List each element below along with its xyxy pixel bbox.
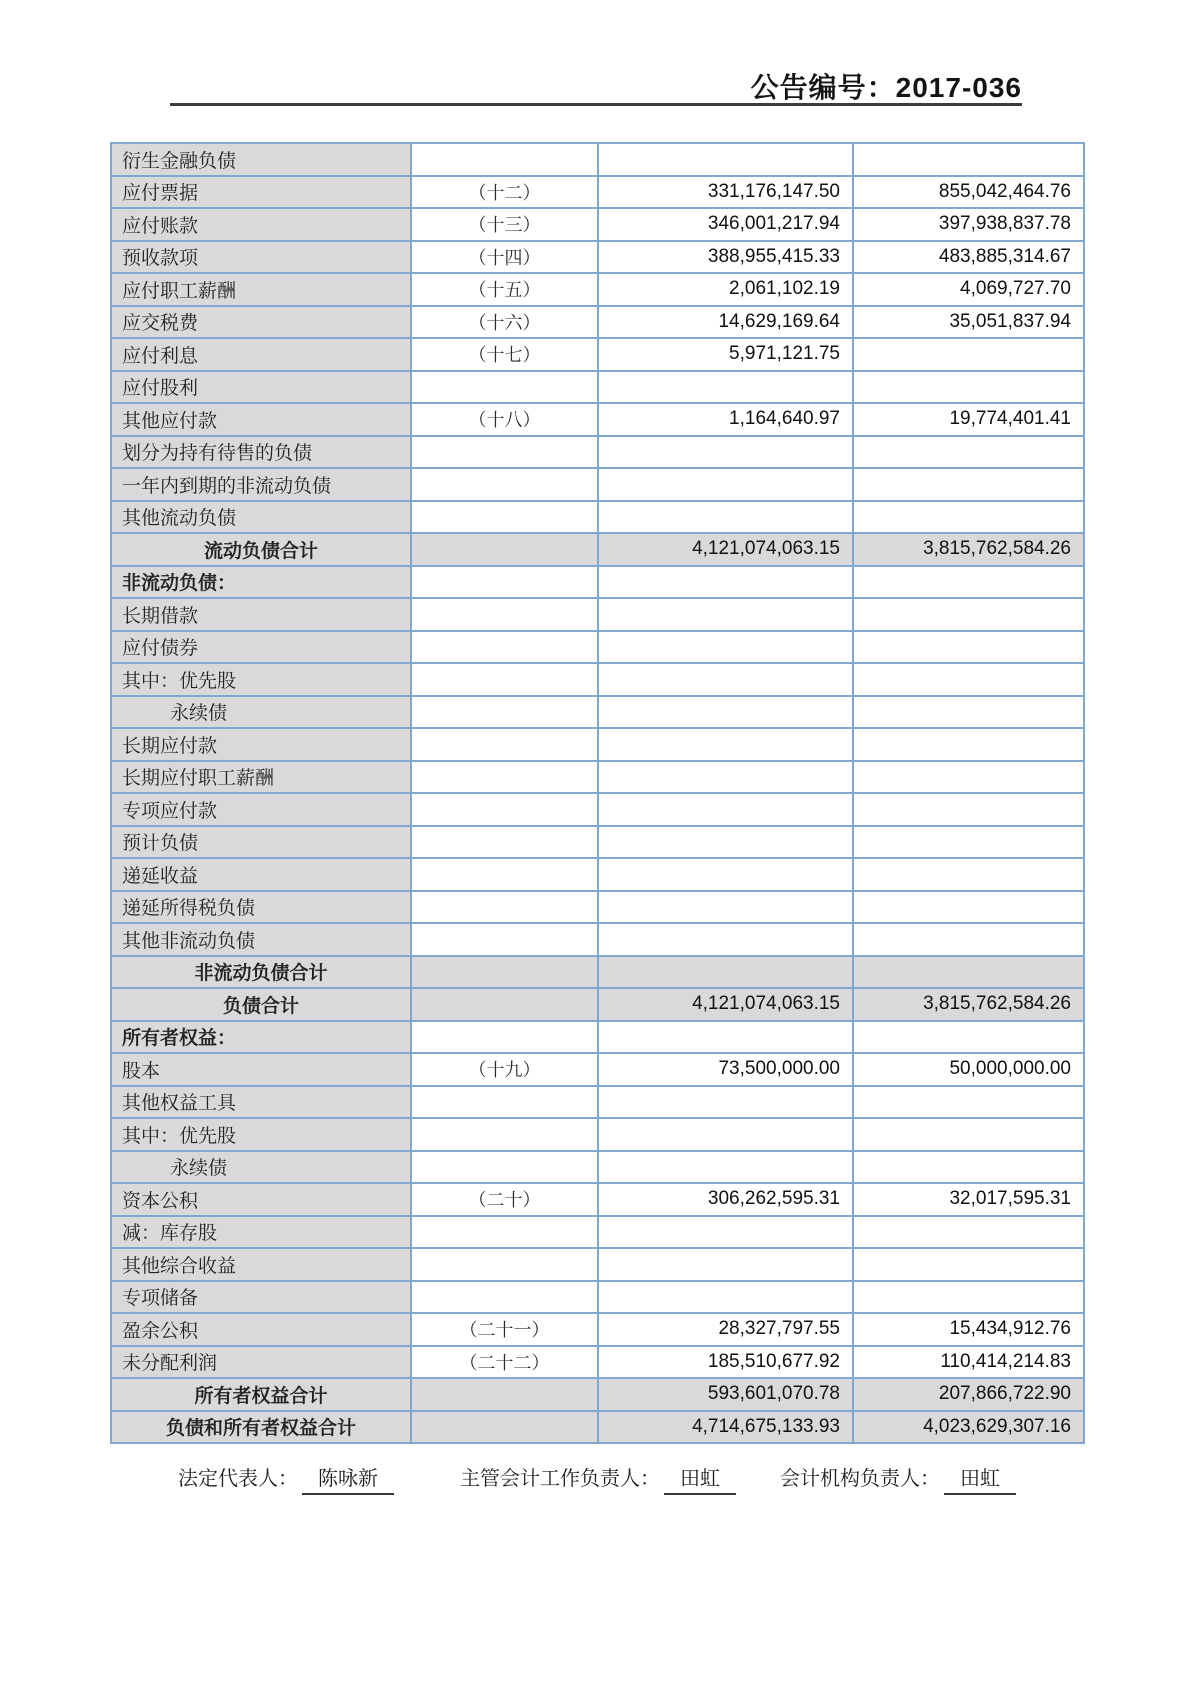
signature-footer bbox=[0, 1462, 1200, 1502]
prior-period-amount-cell: 110,414,214.83 bbox=[853, 1346, 1084, 1379]
current-period-amount-cell: 4,714,675,133.93 bbox=[598, 1411, 853, 1444]
row-label-cell: 其中：优先股 bbox=[111, 1118, 411, 1151]
accounting-department-head-name: 田虹 bbox=[944, 1462, 1016, 1495]
prior-period-amount-cell bbox=[853, 891, 1084, 924]
note-reference-cell bbox=[411, 1151, 598, 1184]
row-label-cell: 衍生金融负债 bbox=[111, 143, 411, 176]
row-label-cell: 其他应付款 bbox=[111, 403, 411, 436]
current-period-amount-cell: 346,001,217.94 bbox=[598, 208, 853, 241]
note-reference-cell: （十六） bbox=[411, 306, 598, 339]
table-row bbox=[111, 338, 1084, 371]
note-reference-cell bbox=[411, 663, 598, 696]
table-row bbox=[111, 1118, 1084, 1151]
current-period-amount-cell bbox=[598, 891, 853, 924]
row-label-cell: 所有者权益： bbox=[111, 1021, 411, 1054]
prior-period-amount-cell bbox=[853, 371, 1084, 404]
row-label-cell: 资本公积 bbox=[111, 1183, 411, 1216]
table-row bbox=[111, 923, 1084, 956]
row-label-cell: 应付股利 bbox=[111, 371, 411, 404]
note-reference-cell: （十五） bbox=[411, 273, 598, 306]
current-period-amount-cell bbox=[598, 631, 853, 664]
current-period-amount-cell bbox=[598, 1248, 853, 1281]
current-period-amount-cell: 593,601,070.78 bbox=[598, 1378, 853, 1411]
table-row bbox=[111, 1411, 1084, 1444]
row-label-cell: 递延收益 bbox=[111, 858, 411, 891]
current-period-amount-cell: 2,061,102.19 bbox=[598, 273, 853, 306]
current-period-amount-cell: 185,510,677.92 bbox=[598, 1346, 853, 1379]
current-period-amount-cell bbox=[598, 1118, 853, 1151]
note-reference-cell bbox=[411, 826, 598, 859]
table-row bbox=[111, 988, 1084, 1021]
row-label-cell: 预计负债 bbox=[111, 826, 411, 859]
row-label-cell: 盈余公积 bbox=[111, 1313, 411, 1346]
table-row bbox=[111, 1281, 1084, 1314]
table-row bbox=[111, 208, 1084, 241]
current-period-amount-cell bbox=[598, 663, 853, 696]
note-reference-cell bbox=[411, 631, 598, 664]
table-row bbox=[111, 1151, 1084, 1184]
prior-period-amount-cell: 3,815,762,584.26 bbox=[853, 533, 1084, 566]
current-period-amount-cell bbox=[598, 598, 853, 631]
prior-period-amount-cell: 50,000,000.00 bbox=[853, 1053, 1084, 1086]
note-reference-cell: （十四） bbox=[411, 241, 598, 274]
prior-period-amount-cell bbox=[853, 631, 1084, 664]
header-divider bbox=[170, 103, 1022, 106]
row-label-cell: 预收款项 bbox=[111, 241, 411, 274]
prior-period-amount-cell: 4,023,629,307.16 bbox=[853, 1411, 1084, 1444]
current-period-amount-cell bbox=[598, 501, 853, 534]
prior-period-amount-cell bbox=[853, 923, 1084, 956]
note-reference-cell bbox=[411, 728, 598, 761]
note-reference-cell bbox=[411, 988, 598, 1021]
current-period-amount-cell bbox=[598, 826, 853, 859]
current-period-amount-cell: 4,121,074,063.15 bbox=[598, 533, 853, 566]
current-period-amount-cell bbox=[598, 761, 853, 794]
table-row bbox=[111, 1086, 1084, 1119]
current-period-amount-cell: 1,164,640.97 bbox=[598, 403, 853, 436]
note-reference-cell bbox=[411, 436, 598, 469]
prior-period-amount-cell bbox=[853, 858, 1084, 891]
row-label-cell: 应付债券 bbox=[111, 631, 411, 664]
row-label-cell: 应付职工薪酬 bbox=[111, 273, 411, 306]
row-label-cell: 未分配利润 bbox=[111, 1346, 411, 1379]
current-period-amount-cell: 5,971,121.75 bbox=[598, 338, 853, 371]
prior-period-amount-cell bbox=[853, 1216, 1084, 1249]
current-period-amount-cell bbox=[598, 143, 853, 176]
table-row bbox=[111, 436, 1084, 469]
prior-period-amount-cell bbox=[853, 598, 1084, 631]
prior-period-amount-cell: 855,042,464.76 bbox=[853, 176, 1084, 209]
row-label-cell: 永续债 bbox=[111, 1151, 411, 1184]
prior-period-amount-cell: 32,017,595.31 bbox=[853, 1183, 1084, 1216]
note-reference-cell bbox=[411, 1021, 598, 1054]
row-label-cell: 一年内到期的非流动负债 bbox=[111, 468, 411, 501]
note-reference-cell bbox=[411, 1281, 598, 1314]
note-reference-cell bbox=[411, 858, 598, 891]
table-row bbox=[111, 566, 1084, 599]
note-reference-cell bbox=[411, 598, 598, 631]
table-row bbox=[111, 696, 1084, 729]
prior-period-amount-cell: 4,069,727.70 bbox=[853, 273, 1084, 306]
note-reference-cell bbox=[411, 1378, 598, 1411]
table-row bbox=[111, 956, 1084, 989]
row-label-cell: 应交税费 bbox=[111, 306, 411, 339]
current-period-amount-cell bbox=[598, 566, 853, 599]
note-reference-cell bbox=[411, 1118, 598, 1151]
note-reference-cell bbox=[411, 566, 598, 599]
note-reference-cell: （二十） bbox=[411, 1183, 598, 1216]
note-reference-cell: （十八） bbox=[411, 403, 598, 436]
prior-period-amount-cell: 3,815,762,584.26 bbox=[853, 988, 1084, 1021]
row-label-cell: 长期应付职工薪酬 bbox=[111, 761, 411, 794]
table-row bbox=[111, 631, 1084, 664]
row-label-cell: 减：库存股 bbox=[111, 1216, 411, 1249]
current-period-amount-cell bbox=[598, 728, 853, 761]
prior-period-amount-cell bbox=[853, 1118, 1084, 1151]
table-row bbox=[111, 1216, 1084, 1249]
table-row bbox=[111, 468, 1084, 501]
table-row bbox=[111, 176, 1084, 209]
prior-period-amount-cell bbox=[853, 956, 1084, 989]
table-row bbox=[111, 761, 1084, 794]
prior-period-amount-cell: 397,938,837.78 bbox=[853, 208, 1084, 241]
table-row bbox=[111, 1313, 1084, 1346]
current-period-amount-cell: 28,327,797.55 bbox=[598, 1313, 853, 1346]
row-label-cell: 永续债 bbox=[111, 696, 411, 729]
table-row bbox=[111, 273, 1084, 306]
current-period-amount-cell bbox=[598, 923, 853, 956]
note-reference-cell bbox=[411, 501, 598, 534]
current-period-amount-cell: 306,262,595.31 bbox=[598, 1183, 853, 1216]
legal-representative-label: 法定代表人： bbox=[178, 1468, 298, 1490]
current-period-amount-cell bbox=[598, 1021, 853, 1054]
table-row bbox=[111, 891, 1084, 924]
row-label-cell: 递延所得税负债 bbox=[111, 891, 411, 924]
accounting-department-head bbox=[780, 1462, 1016, 1495]
row-label-cell: 长期应付款 bbox=[111, 728, 411, 761]
prior-period-amount-cell bbox=[853, 728, 1084, 761]
table-row bbox=[111, 1021, 1084, 1054]
current-period-amount-cell bbox=[598, 858, 853, 891]
prior-period-amount-cell bbox=[853, 501, 1084, 534]
row-label-cell: 负债和所有者权益合计 bbox=[111, 1411, 411, 1444]
row-label-cell: 其他综合收益 bbox=[111, 1248, 411, 1281]
table-row bbox=[111, 1346, 1084, 1379]
row-label-cell: 其中：优先股 bbox=[111, 663, 411, 696]
prior-period-amount-cell bbox=[853, 826, 1084, 859]
current-period-amount-cell: 14,629,169.64 bbox=[598, 306, 853, 339]
table-row bbox=[111, 241, 1084, 274]
row-label-cell: 应付账款 bbox=[111, 208, 411, 241]
table-row bbox=[111, 403, 1084, 436]
prior-period-amount-cell bbox=[853, 1281, 1084, 1314]
note-reference-cell bbox=[411, 533, 598, 566]
prior-period-amount-cell bbox=[853, 1248, 1084, 1281]
row-label-cell: 应付利息 bbox=[111, 338, 411, 371]
row-label-cell: 流动负债合计 bbox=[111, 533, 411, 566]
note-reference-cell: （十七） bbox=[411, 338, 598, 371]
note-reference-cell: （十三） bbox=[411, 208, 598, 241]
row-label-cell: 非流动负债合计 bbox=[111, 956, 411, 989]
prior-period-amount-cell bbox=[853, 338, 1084, 371]
prior-period-amount-cell: 19,774,401.41 bbox=[853, 403, 1084, 436]
chief-accounting-officer-name: 田虹 bbox=[664, 1462, 736, 1495]
row-label-cell: 专项应付款 bbox=[111, 793, 411, 826]
note-reference-cell: （二十一） bbox=[411, 1313, 598, 1346]
note-reference-cell bbox=[411, 371, 598, 404]
note-reference-cell bbox=[411, 143, 598, 176]
current-period-amount-cell bbox=[598, 1216, 853, 1249]
current-period-amount-cell bbox=[598, 1151, 853, 1184]
current-period-amount-cell bbox=[598, 696, 853, 729]
note-reference-cell bbox=[411, 793, 598, 826]
row-label-cell: 非流动负债： bbox=[111, 566, 411, 599]
note-reference-cell bbox=[411, 1216, 598, 1249]
note-reference-cell bbox=[411, 923, 598, 956]
prior-period-amount-cell: 483,885,314.67 bbox=[853, 241, 1084, 274]
row-label-cell: 其他非流动负债 bbox=[111, 923, 411, 956]
row-label-cell: 划分为持有待售的负债 bbox=[111, 436, 411, 469]
announcement-number: 公告编号：2017-036 bbox=[750, 72, 1022, 103]
note-reference-cell: （十九） bbox=[411, 1053, 598, 1086]
prior-period-amount-cell bbox=[853, 468, 1084, 501]
row-label-cell: 长期借款 bbox=[111, 598, 411, 631]
table-row bbox=[111, 306, 1084, 339]
chief-accounting-officer bbox=[460, 1462, 736, 1495]
prior-period-amount-cell bbox=[853, 1021, 1084, 1054]
row-label-cell: 其他流动负债 bbox=[111, 501, 411, 534]
note-reference-cell bbox=[411, 761, 598, 794]
row-label-cell: 负债合计 bbox=[111, 988, 411, 1021]
prior-period-amount-cell: 15,434,912.76 bbox=[853, 1313, 1084, 1346]
row-label-cell: 专项储备 bbox=[111, 1281, 411, 1314]
note-reference-cell bbox=[411, 696, 598, 729]
note-reference-cell bbox=[411, 1411, 598, 1444]
prior-period-amount-cell bbox=[853, 143, 1084, 176]
current-period-amount-cell bbox=[598, 1281, 853, 1314]
note-reference-cell bbox=[411, 1086, 598, 1119]
current-period-amount-cell bbox=[598, 468, 853, 501]
current-period-amount-cell bbox=[598, 1086, 853, 1119]
current-period-amount-cell bbox=[598, 793, 853, 826]
row-label-cell: 应付票据 bbox=[111, 176, 411, 209]
table-row bbox=[111, 533, 1084, 566]
table-row bbox=[111, 143, 1084, 176]
prior-period-amount-cell bbox=[853, 663, 1084, 696]
legal-representative-name: 陈咏新 bbox=[302, 1462, 394, 1495]
legal-representative bbox=[178, 1462, 394, 1495]
note-reference-cell bbox=[411, 956, 598, 989]
balance-sheet-table bbox=[110, 142, 1085, 1444]
current-period-amount-cell bbox=[598, 956, 853, 989]
note-reference-cell: （十二） bbox=[411, 176, 598, 209]
row-label-cell: 其他权益工具 bbox=[111, 1086, 411, 1119]
current-period-amount-cell: 331,176,147.50 bbox=[598, 176, 853, 209]
current-period-amount-cell bbox=[598, 436, 853, 469]
table-row bbox=[111, 1183, 1084, 1216]
current-period-amount-cell: 73,500,000.00 bbox=[598, 1053, 853, 1086]
prior-period-amount-cell: 207,866,722.90 bbox=[853, 1378, 1084, 1411]
note-reference-cell bbox=[411, 468, 598, 501]
table-row bbox=[111, 1248, 1084, 1281]
table-row bbox=[111, 663, 1084, 696]
note-reference-cell: （二十二） bbox=[411, 1346, 598, 1379]
prior-period-amount-cell bbox=[853, 1086, 1084, 1119]
current-period-amount-cell: 4,121,074,063.15 bbox=[598, 988, 853, 1021]
table-row bbox=[111, 598, 1084, 631]
chief-accounting-officer-label: 主管会计工作负责人： bbox=[460, 1468, 660, 1490]
table-row bbox=[111, 501, 1084, 534]
current-period-amount-cell: 388,955,415.33 bbox=[598, 241, 853, 274]
table-row bbox=[111, 858, 1084, 891]
table-row bbox=[111, 826, 1084, 859]
row-label-cell: 股本 bbox=[111, 1053, 411, 1086]
prior-period-amount-cell bbox=[853, 1151, 1084, 1184]
table-row bbox=[111, 1053, 1084, 1086]
prior-period-amount-cell bbox=[853, 436, 1084, 469]
table-row bbox=[111, 728, 1084, 761]
note-reference-cell bbox=[411, 891, 598, 924]
prior-period-amount-cell bbox=[853, 793, 1084, 826]
prior-period-amount-cell bbox=[853, 761, 1084, 794]
accounting-department-head-label: 会计机构负责人： bbox=[780, 1468, 940, 1490]
current-period-amount-cell bbox=[598, 371, 853, 404]
note-reference-cell bbox=[411, 1248, 598, 1281]
table-row bbox=[111, 793, 1084, 826]
prior-period-amount-cell bbox=[853, 696, 1084, 729]
prior-period-amount-cell bbox=[853, 566, 1084, 599]
table-row bbox=[111, 371, 1084, 404]
prior-period-amount-cell: 35,051,837.94 bbox=[853, 306, 1084, 339]
row-label-cell: 所有者权益合计 bbox=[111, 1378, 411, 1411]
table-row bbox=[111, 1378, 1084, 1411]
